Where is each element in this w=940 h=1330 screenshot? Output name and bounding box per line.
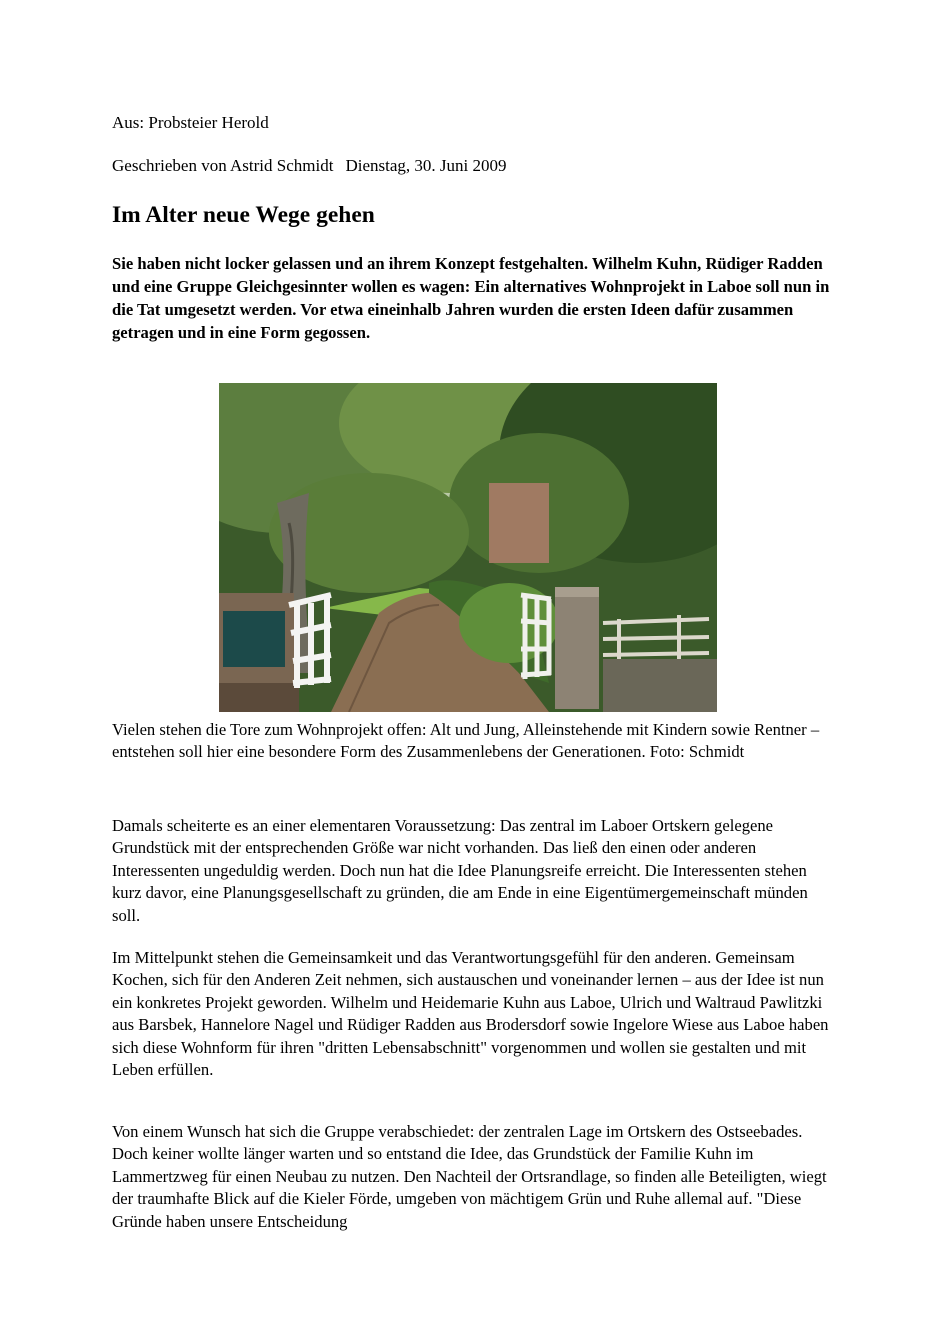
body-paragraph: Von einem Wunsch hat sich die Gruppe verabschiedet: der zentralen Lage im Ortskern des Ostseebades. Doch keiner wollte länger warten und so entstand die Idee, das Grundstück der Familie Kuhn im Lammertzweg für einen Neubau zu nutzen. Den Nachteil der Ortsrandlage, so finden alle Beteiligten, wiegt der traumhafte Blick auf die Kieler Förde, umgeben von mächtigem Grün und Ruhe allemal auf. "Diese Gründe haben unsere Entscheidung	[112, 1122, 827, 1231]
source-line: Aus: Probsteier Herold	[112, 113, 269, 132]
publish-date: Dienstag, 30. Juni 2009	[345, 156, 507, 175]
article-photo	[219, 383, 717, 712]
article-lead: Sie haben nicht locker gelassen und an ihrem Konzept festgehalten. Wilhelm Kuhn, Rüdiger Radden und eine Gruppe Gleichgesinnter wollen es wagen: Ein alternatives Wohnprojekt in Laboe soll nun in die Tat umgesetzt werden. Vor etwa eineinhalb Jahren wurden die ersten Ideen dafür zusammen getragen und in eine Form gegossen.	[112, 254, 830, 342]
byline	[112, 155, 506, 177]
body-paragraph: Damals scheiterte es an einer elementaren Voraussetzung: Das zentral im Laboer Ortskern gelegene Grundstück mit der entsprechenden Größe war nicht vorhanden. Das ließ den einen oder anderen Interessenten ungeduldig werden. Doch nun hat die Idee Planungsreife erreicht. Die Interessenten stehen kurz davor, eine Planungsgesellschaft zu gründen, die am Ende in eine Eigentümergemeinschaft münden soll.	[112, 816, 808, 925]
article-headline: Im Alter neue Wege gehen	[112, 202, 375, 228]
photo-caption: Vielen stehen die Tore zum Wohnprojekt offen: Alt und Jung, Alleinstehende mit Kindern sowie Rentner – entstehen soll hier eine besondere Form des Zusammenlebens der Generationen. Foto: Schmidt	[112, 720, 820, 762]
body-paragraph: Im Mittelpunkt stehen die Gemeinsamkeit und das Verantwortungsgefühl für den anderen. Gemeinsam Kochen, sich für den Anderen Zeit nehmen, sich austauschen und voneinander lernen – aus der Idee ist nun ein konkretes Projekt geworden. Wilhelm und Heidemarie Kuhn aus Laboe, Ulrich und Waltraud Pawlitzki aus Barsbek, Hannelore Nagel und Rüdiger Radden aus Brodersdorf sowie Ingelore Wiese aus Laboe haben sich diese Wohnform für ihren "dritten Lebensabschnitt" vorgenommen und wollen sie gestalten und mit Leben erfüllen.	[112, 948, 829, 1080]
author: Geschrieben von Astrid Schmidt	[112, 156, 334, 175]
